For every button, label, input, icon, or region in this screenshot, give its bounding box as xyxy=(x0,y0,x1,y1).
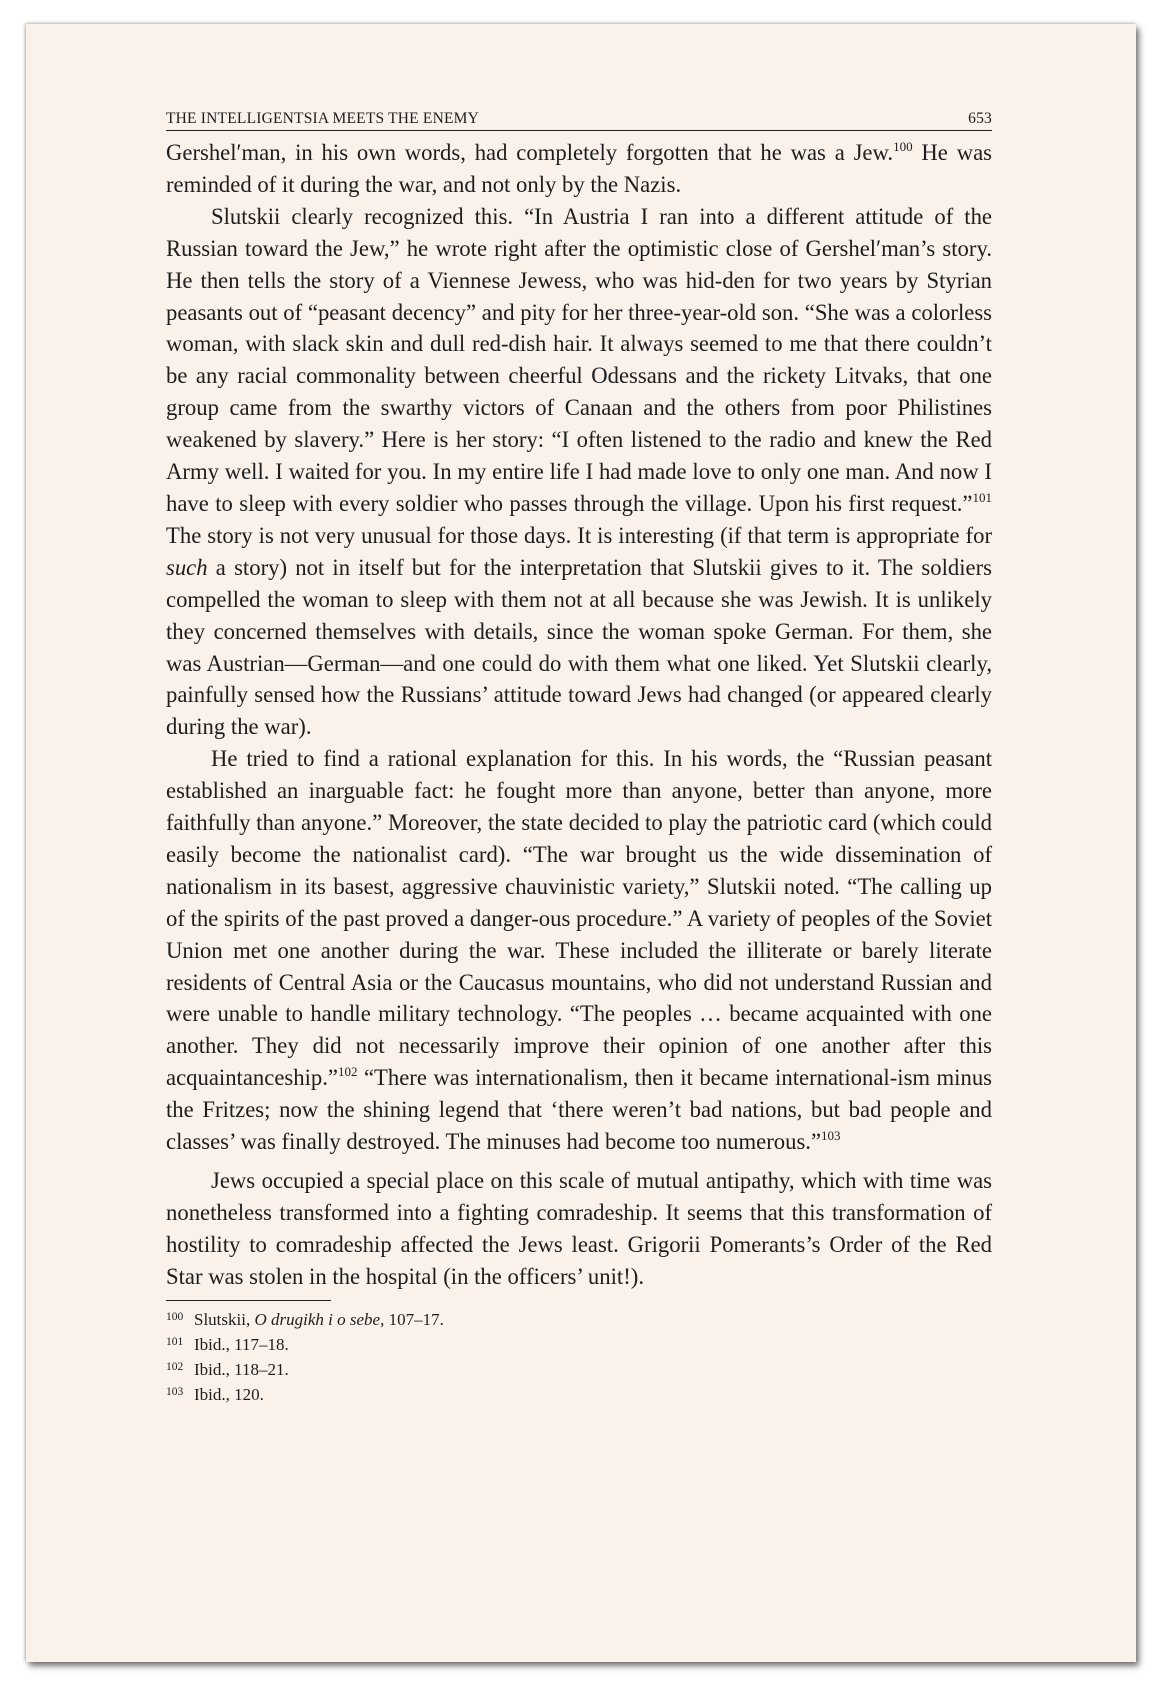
running-title: THE INTELLIGENTSIA MEETS THE ENEMY xyxy=(166,110,480,127)
paragraph-1 xyxy=(166,137,992,201)
paragraph-2-text-cont: The story is not very unusual for those days. It is interesting (if that term is appropriate for xyxy=(166,522,992,548)
footnote xyxy=(166,1332,992,1357)
footnote-ref-100: 100 xyxy=(893,139,913,154)
running-header xyxy=(166,110,992,131)
footnote-ref-102: 102 xyxy=(337,1064,358,1080)
text-block xyxy=(166,110,992,1407)
footnotes xyxy=(166,1307,992,1407)
footnote-text: Ibid., 117–18. xyxy=(194,1334,289,1354)
footnote-title: O drugikh i o sebe xyxy=(254,1309,381,1329)
paragraph-1-text-cont: He was reminded of it during the war, and not only by the Nazis. xyxy=(166,140,992,197)
paragraph-3-text: He tried to find a rational explanation for this. In his words, the “Russian peasant established an inarguable fact: he fought more than anyone, better than anyone, more faithfully than anyone.” Moreover, the state decided to play the patriotic card (which could easily become the nationalist card). “The war brought us the wide dissemination of nationalism in its basest, aggressive chauvinistic variety,” Slutskii noted. “The calling up of the spirits of the past proved a danger-ous procedure.” A variety of peoples of the Soviet Union met one another during the war. These included the illiterate or barely literate residents of Central Asia or the Caucasus mountains, who did not understand Russian and were unable to handle military technology. “The peoples … became acquainted with one another. They did not necessarily improve their opinion of one another after this acquaintanceship.” xyxy=(166,746,992,1091)
paragraph-2-text: Slutskii clearly recognized this. “In Austria I ran into a different attitude of the Russian toward the Jew,” he wrote right after the optimistic close of Gershel′man’s story. He then tells the story of a Viennese Jewess, who was hid-den for two years by Styrian peasants out of “peasant decency” and pity for her three-year-old son. “She was a colorless woman, with slack skin and dull red-dish hair. It always seemed to me that there couldn’t be any racial commonality between cheerful Odessans and the rickety Litvaks, that one group came from the swarthy victors of Canaan and the others from poor Philistines weakened by slavery.” Here is her story: “I often listened to the radio and knew the Red Army well. I waited for you. In my entire life I had made love to only one man. And now I have to sleep with every soldier who passes through the village. Upon his first request.” xyxy=(166,203,992,516)
footnote-number: 100 xyxy=(166,1310,184,1323)
paragraph-3-text-cont: “There was internationalism, then it became international-ism minus the Fritzes; now the shining legend that ‘there weren’t bad nations, but bad people and classes’ was finally destroyed. The minuses had become too numerous.” xyxy=(166,1065,992,1155)
footnote xyxy=(166,1307,992,1332)
footnote-number: 102 xyxy=(166,1360,184,1373)
footnote xyxy=(166,1357,992,1382)
footnote-text-post: , 107–17. xyxy=(380,1309,444,1329)
footnote-ref-101: 101 xyxy=(972,489,992,505)
footnote-number: 101 xyxy=(166,1335,184,1348)
paragraph-4 xyxy=(166,1165,992,1293)
footnote-text: Ibid., 118–21. xyxy=(194,1359,289,1379)
paragraph-2-text-end: a story) not in itself but for the interpretation that Slutskii gives to it. The soldiers compelled the woman to sleep with them not at all because she was Jewish. It is unlikely they concerned themselves with details, since the woman spoke German. For them, she was Austrian—German—and one could do with them what one liked. Yet Slutskii clearly, painfully sensed how the Russians’ attitude toward Jews had changed (or appeared clearly during the war). xyxy=(166,554,992,740)
paragraph-2-emphasis: such xyxy=(166,554,208,580)
footnote xyxy=(166,1382,992,1407)
footnote-ref-103: 103 xyxy=(821,1128,841,1144)
footnote-rule xyxy=(166,1300,331,1301)
paragraph-3 xyxy=(166,743,992,1158)
page-number: 653 xyxy=(968,110,992,127)
book-page xyxy=(26,24,1136,1662)
footnote-text: Ibid., 120. xyxy=(194,1384,264,1404)
paragraph-2 xyxy=(166,201,992,743)
footnote-text xyxy=(194,1307,992,1332)
body-text xyxy=(166,137,992,1293)
footnote-number: 103 xyxy=(166,1385,184,1398)
paragraph-1-text: Gershel′man, in his own words, had completely forgotten that he was a Jew. xyxy=(166,140,894,165)
footnote-text-pre: Slutskii, xyxy=(194,1309,255,1329)
paragraph-4-text: Jews occupied a special place on this scale of mutual antipathy, which with time was nonetheless transformed into a fighting comradeship. It seems that this transformation of hostility to comradeship affected the Jews least. Grigorii Pomerants’s Order of the Red Star was stolen in the hospital (in the officers’ unit!). xyxy=(166,1168,992,1289)
